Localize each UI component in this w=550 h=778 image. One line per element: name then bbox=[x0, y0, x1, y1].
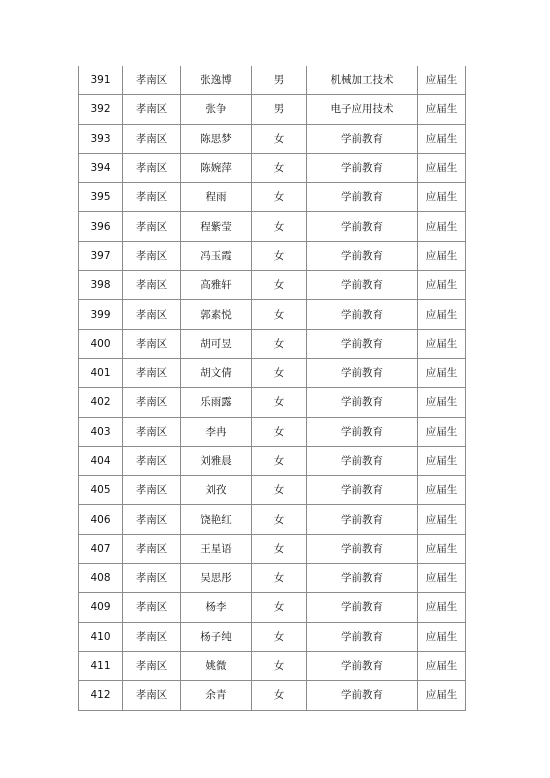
cell-major: 学前教育 bbox=[307, 446, 418, 475]
cell-type: 应届生 bbox=[418, 95, 466, 124]
cell-gender: 男 bbox=[252, 66, 307, 95]
cell-district: 孝南区 bbox=[123, 505, 181, 534]
cell-district: 孝南区 bbox=[123, 329, 181, 358]
cell-gender: 女 bbox=[252, 241, 307, 270]
cell-name: 陈婉萍 bbox=[181, 153, 252, 182]
cell-name: 张争 bbox=[181, 95, 252, 124]
cell-number: 398 bbox=[79, 271, 123, 300]
cell-gender: 女 bbox=[252, 505, 307, 534]
cell-number: 396 bbox=[79, 212, 123, 241]
cell-major: 学前教育 bbox=[307, 300, 418, 329]
cell-name: 程雨 bbox=[181, 183, 252, 212]
cell-type: 应届生 bbox=[418, 66, 466, 95]
table-row bbox=[79, 329, 466, 358]
cell-gender: 女 bbox=[252, 446, 307, 475]
cell-type: 应届生 bbox=[418, 388, 466, 417]
cell-district: 孝南区 bbox=[123, 183, 181, 212]
cell-gender: 女 bbox=[252, 388, 307, 417]
cell-major: 学前教育 bbox=[307, 564, 418, 593]
cell-name: 姚微 bbox=[181, 651, 252, 680]
cell-number: 411 bbox=[79, 651, 123, 680]
cell-name: 余青 bbox=[181, 681, 252, 710]
cell-number: 412 bbox=[79, 681, 123, 710]
cell-name: 胡文倩 bbox=[181, 358, 252, 387]
cell-district: 孝南区 bbox=[123, 271, 181, 300]
cell-gender: 女 bbox=[252, 651, 307, 680]
table-row bbox=[79, 446, 466, 475]
table-row bbox=[79, 651, 466, 680]
cell-gender: 女 bbox=[252, 358, 307, 387]
cell-district: 孝南区 bbox=[123, 622, 181, 651]
cell-type: 应届生 bbox=[418, 622, 466, 651]
cell-gender: 女 bbox=[252, 271, 307, 300]
cell-name: 冯玉霞 bbox=[181, 241, 252, 270]
cell-type: 应届生 bbox=[418, 300, 466, 329]
cell-name: 刘孜 bbox=[181, 476, 252, 505]
cell-major: 学前教育 bbox=[307, 534, 418, 563]
cell-name: 刘雅晨 bbox=[181, 446, 252, 475]
roster-table bbox=[78, 66, 466, 711]
cell-gender: 女 bbox=[252, 593, 307, 622]
cell-district: 孝南区 bbox=[123, 476, 181, 505]
cell-number: 399 bbox=[79, 300, 123, 329]
cell-major: 学前教育 bbox=[307, 388, 418, 417]
cell-name: 陈思梦 bbox=[181, 124, 252, 153]
cell-type: 应届生 bbox=[418, 534, 466, 563]
cell-gender: 女 bbox=[252, 153, 307, 182]
cell-district: 孝南区 bbox=[123, 124, 181, 153]
cell-district: 孝南区 bbox=[123, 388, 181, 417]
cell-number: 400 bbox=[79, 329, 123, 358]
table-row bbox=[79, 534, 466, 563]
cell-number: 397 bbox=[79, 241, 123, 270]
cell-type: 应届生 bbox=[418, 476, 466, 505]
cell-number: 392 bbox=[79, 95, 123, 124]
cell-gender: 女 bbox=[252, 329, 307, 358]
cell-major: 机械加工技术 bbox=[307, 66, 418, 95]
cell-name: 吴思彤 bbox=[181, 564, 252, 593]
cell-type: 应届生 bbox=[418, 505, 466, 534]
cell-number: 403 bbox=[79, 417, 123, 446]
cell-name: 王星语 bbox=[181, 534, 252, 563]
table-row bbox=[79, 476, 466, 505]
cell-type: 应届生 bbox=[418, 183, 466, 212]
cell-name: 杨子纯 bbox=[181, 622, 252, 651]
cell-district: 孝南区 bbox=[123, 564, 181, 593]
cell-district: 孝南区 bbox=[123, 153, 181, 182]
table-row bbox=[79, 564, 466, 593]
cell-number: 393 bbox=[79, 124, 123, 153]
cell-number: 402 bbox=[79, 388, 123, 417]
cell-name: 程紫莹 bbox=[181, 212, 252, 241]
cell-gender: 女 bbox=[252, 476, 307, 505]
cell-number: 408 bbox=[79, 564, 123, 593]
cell-name: 张逸博 bbox=[181, 66, 252, 95]
cell-name: 乐雨露 bbox=[181, 388, 252, 417]
cell-number: 391 bbox=[79, 66, 123, 95]
cell-type: 应届生 bbox=[418, 651, 466, 680]
table-row bbox=[79, 505, 466, 534]
cell-major: 学前教育 bbox=[307, 505, 418, 534]
cell-gender: 男 bbox=[252, 95, 307, 124]
table-row bbox=[79, 183, 466, 212]
cell-major: 学前教育 bbox=[307, 212, 418, 241]
cell-district: 孝南区 bbox=[123, 358, 181, 387]
cell-name: 郭素悦 bbox=[181, 300, 252, 329]
table-row bbox=[79, 681, 466, 710]
cell-major: 电子应用技术 bbox=[307, 95, 418, 124]
cell-name: 高雅轩 bbox=[181, 271, 252, 300]
cell-major: 学前教育 bbox=[307, 358, 418, 387]
cell-district: 孝南区 bbox=[123, 681, 181, 710]
cell-type: 应届生 bbox=[418, 329, 466, 358]
cell-gender: 女 bbox=[252, 622, 307, 651]
cell-type: 应届生 bbox=[418, 593, 466, 622]
cell-major: 学前教育 bbox=[307, 417, 418, 446]
cell-number: 407 bbox=[79, 534, 123, 563]
cell-major: 学前教育 bbox=[307, 681, 418, 710]
cell-major: 学前教育 bbox=[307, 153, 418, 182]
cell-type: 应届生 bbox=[418, 124, 466, 153]
cell-name: 胡可昱 bbox=[181, 329, 252, 358]
cell-number: 404 bbox=[79, 446, 123, 475]
cell-district: 孝南区 bbox=[123, 212, 181, 241]
table-row bbox=[79, 241, 466, 270]
cell-type: 应届生 bbox=[418, 212, 466, 241]
table-row bbox=[79, 417, 466, 446]
cell-gender: 女 bbox=[252, 183, 307, 212]
cell-district: 孝南区 bbox=[123, 534, 181, 563]
cell-type: 应届生 bbox=[418, 241, 466, 270]
cell-number: 410 bbox=[79, 622, 123, 651]
table-row bbox=[79, 212, 466, 241]
cell-number: 401 bbox=[79, 358, 123, 387]
cell-major: 学前教育 bbox=[307, 241, 418, 270]
table-row bbox=[79, 622, 466, 651]
cell-major: 学前教育 bbox=[307, 329, 418, 358]
cell-number: 406 bbox=[79, 505, 123, 534]
cell-district: 孝南区 bbox=[123, 66, 181, 95]
cell-gender: 女 bbox=[252, 564, 307, 593]
cell-type: 应届生 bbox=[418, 417, 466, 446]
table-row bbox=[79, 153, 466, 182]
cell-gender: 女 bbox=[252, 534, 307, 563]
cell-type: 应届生 bbox=[418, 446, 466, 475]
table-row bbox=[79, 388, 466, 417]
cell-major: 学前教育 bbox=[307, 651, 418, 680]
cell-type: 应届生 bbox=[418, 681, 466, 710]
cell-major: 学前教育 bbox=[307, 593, 418, 622]
table-row bbox=[79, 124, 466, 153]
table-row bbox=[79, 300, 466, 329]
cell-major: 学前教育 bbox=[307, 124, 418, 153]
table-row bbox=[79, 66, 466, 95]
cell-number: 395 bbox=[79, 183, 123, 212]
cell-district: 孝南区 bbox=[123, 593, 181, 622]
cell-name: 李冉 bbox=[181, 417, 252, 446]
cell-district: 孝南区 bbox=[123, 300, 181, 329]
cell-type: 应届生 bbox=[418, 358, 466, 387]
cell-number: 409 bbox=[79, 593, 123, 622]
cell-district: 孝南区 bbox=[123, 241, 181, 270]
table-row bbox=[79, 271, 466, 300]
cell-gender: 女 bbox=[252, 300, 307, 329]
cell-name: 杨李 bbox=[181, 593, 252, 622]
cell-district: 孝南区 bbox=[123, 417, 181, 446]
cell-name: 饶艳红 bbox=[181, 505, 252, 534]
cell-gender: 女 bbox=[252, 124, 307, 153]
cell-major: 学前教育 bbox=[307, 622, 418, 651]
cell-type: 应届生 bbox=[418, 271, 466, 300]
cell-major: 学前教育 bbox=[307, 271, 418, 300]
cell-gender: 女 bbox=[252, 681, 307, 710]
cell-gender: 女 bbox=[252, 212, 307, 241]
cell-district: 孝南区 bbox=[123, 651, 181, 680]
cell-gender: 女 bbox=[252, 417, 307, 446]
cell-major: 学前教育 bbox=[307, 183, 418, 212]
cell-type: 应届生 bbox=[418, 564, 466, 593]
table-row bbox=[79, 358, 466, 387]
cell-district: 孝南区 bbox=[123, 446, 181, 475]
cell-type: 应届生 bbox=[418, 153, 466, 182]
cell-district: 孝南区 bbox=[123, 95, 181, 124]
cell-number: 405 bbox=[79, 476, 123, 505]
cell-major: 学前教育 bbox=[307, 476, 418, 505]
table-row bbox=[79, 593, 466, 622]
cell-number: 394 bbox=[79, 153, 123, 182]
table-row bbox=[79, 95, 466, 124]
roster-table-body bbox=[79, 66, 466, 710]
